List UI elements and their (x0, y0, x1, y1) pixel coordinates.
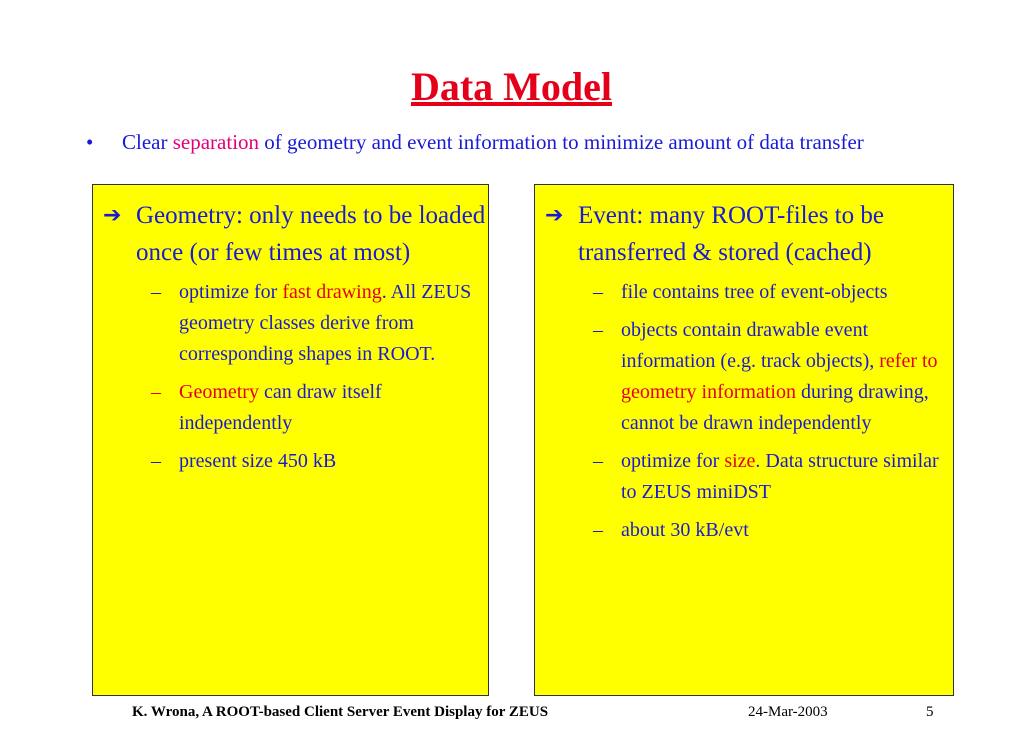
intro-bullet-text (122, 128, 916, 156)
item-text: about 30 kB/evt (621, 519, 749, 541)
list-item (93, 277, 488, 370)
list-item (93, 377, 488, 439)
item-text: can draw itself independently (179, 381, 382, 434)
event-heading (535, 197, 953, 271)
dash-marker: – (593, 519, 603, 541)
event-list (535, 277, 953, 546)
dash-marker: – (593, 450, 603, 472)
item-text: optimize for (179, 281, 283, 303)
dash-marker: – (593, 281, 603, 303)
event-box (534, 184, 954, 696)
intro-highlight-separation: separation (172, 130, 260, 154)
item-text: . Data structure similar to ZEUS miniDST (621, 450, 939, 503)
right-arrow-icon: ➔ (103, 203, 122, 228)
footer-caption: K. Wrona, A ROOT-based Client Server Event Display for ZEUS (132, 704, 549, 720)
intro-text-end: of geometry and event information to minimize amount of data transfer (259, 130, 864, 154)
geometry-list (93, 277, 488, 477)
item-text: present size 450 kB (179, 450, 337, 472)
list-item (535, 277, 953, 308)
item-highlight: refer to geometry information (621, 350, 938, 403)
item-text: during drawing, cannot be drawn independently (621, 381, 929, 434)
dash-marker: – (151, 381, 161, 403)
intro-text-start: Clear (122, 130, 173, 154)
list-item (93, 446, 488, 477)
event-heading-text: Event: many ROOT-files to be transferred & stored (cached) (578, 202, 884, 266)
geometry-box (92, 184, 489, 696)
page-number: 5 (926, 704, 934, 720)
right-arrow-icon: ➔ (545, 203, 564, 228)
bullet-marker: • (86, 130, 94, 154)
dash-marker: – (593, 319, 603, 341)
list-item (535, 315, 953, 439)
item-highlight: Geometry (179, 381, 259, 403)
item-text: . All ZEUS geometry classes derive from corresponding shapes in ROOT. (179, 281, 472, 365)
list-item (535, 515, 953, 546)
item-text: optimize for (621, 450, 725, 472)
slide-title: Data Model (410, 64, 613, 109)
intro-bullet (86, 128, 916, 156)
dash-marker: – (151, 281, 161, 303)
item-highlight: fast drawing (282, 281, 382, 303)
geometry-heading-text: Geometry: only needs to be loaded once (or few times at most) (136, 202, 486, 266)
dash-marker: – (151, 450, 161, 472)
item-highlight: size (724, 450, 756, 472)
footer-date: 24-Mar-2003 (748, 704, 828, 720)
geometry-heading (93, 197, 488, 271)
item-text: file contains tree of event-objects (621, 281, 888, 303)
item-text: objects contain drawable event information (e.g. track objects), (621, 319, 880, 372)
list-item (535, 446, 953, 508)
